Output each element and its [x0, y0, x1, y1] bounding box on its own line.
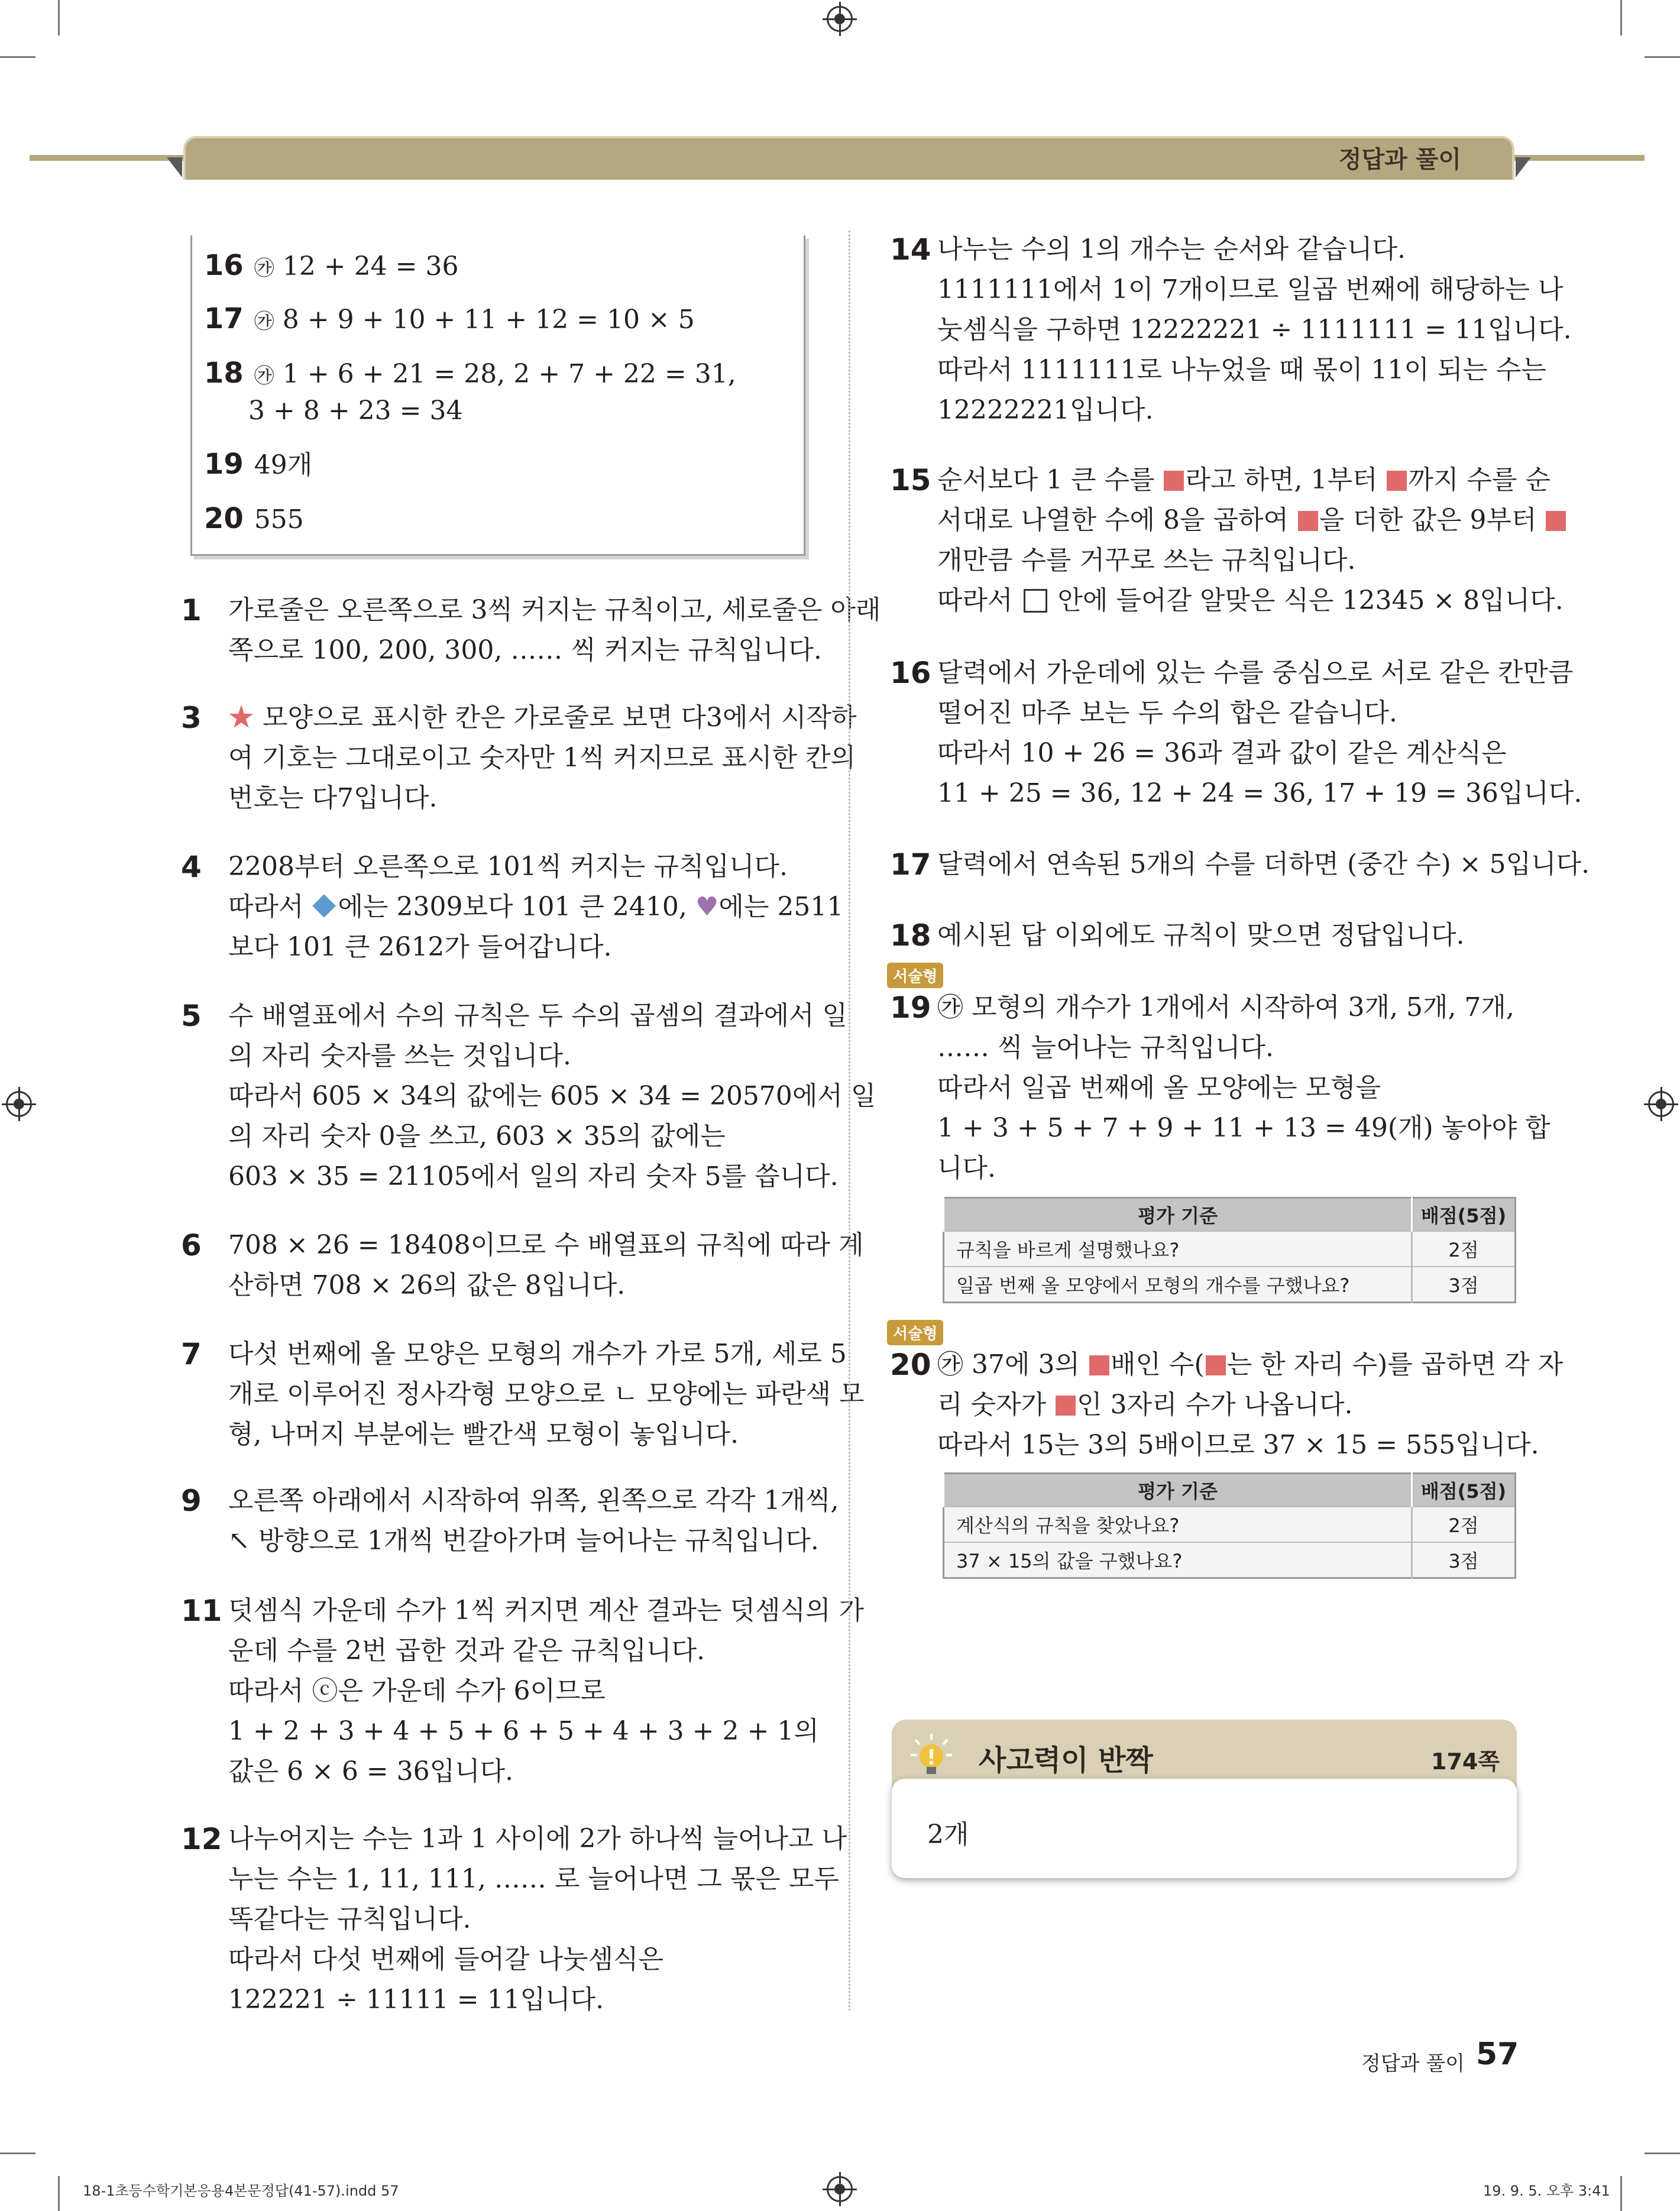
crop-mark [1620, 0, 1622, 35]
solution-item: 11 덧셈식 가운데 수가 1씩 커지면 계산 결과는 덧셈식의 가 운데 수를 2번 곱한 것과 같은 규칙입니다. 따라서 ⓒ은 가운데 수가 6이므로 1 + 2 + 3 + 4 + 5 + 6 + 5 + 4 + 3 + 2 + 1의 값은 6 × 6 = 36입니다. [181, 1594, 864, 1786]
star-icon: ★ [228, 703, 254, 733]
callout-answer: 2개 [927, 1820, 969, 1850]
registration-mark-icon [1648, 1091, 1674, 1117]
crop-mark [0, 56, 35, 58]
solution-item: 16 달력에서 가운데에 있는 수를 중심으로 서로 같은 칸만큼 떨어진 마주 보는 두 수의 합은 같습니다. 따라서 10 + 26 = 36과 결과 값이 같은 계산식은 11 + 25 = 36, 12 + 24 = 36, 17 + 19 = 36입니다. [890, 656, 1582, 808]
answer-row: 18 ㉮ 1 + 6 + 21 = 28, 2 + 7 + 22 = 31, [204, 357, 736, 390]
print-slug-date: 19. 9. 5. 오후 3:41 [1483, 2183, 1610, 2199]
crop-mark [1645, 56, 1680, 58]
crop-mark [1620, 2176, 1622, 2211]
red-square-icon [1164, 471, 1184, 491]
blank-box-icon [1024, 589, 1047, 613]
crop-mark [0, 2152, 35, 2154]
page-number: 57 [1476, 2037, 1519, 2072]
callout-body [892, 1779, 1517, 1878]
print-slug-file: 18-1초등수학기본응용4본문정답(41-57).indd 57 [83, 2183, 399, 2199]
red-square-icon [1546, 511, 1566, 531]
solution-item: 5 수 배열표에서 수의 규칙은 두 수의 곱셈의 결과에서 일 의 자리 숫자를 쓰는 것입니다. 따라서 605 × 34의 값에는 605 × 34 = 20570에서 일 의 자리 숫자 0을 쓰고, 603 × 35의 값에는 603 × 35 = 21105에서 일의 자리 숫자 5를 씁니다. [181, 999, 876, 1192]
answer-row: 19 49개 [204, 448, 313, 481]
solution-item: 14 나누는 수의 1의 개수는 순서와 같습니다. 1111111에서 1이 7개이므로 일곱 번째에 해당하는 나 눗셈식을 구하면 12222221 ÷ 1111111 = 11입니다. 따라서 1111111로 나누었을 때 몫이 11이 되는 수는 12222221입니다. [890, 232, 1572, 425]
answer-row: 16 ㉮ 12 + 24 = 36 [204, 249, 459, 282]
crop-mark [58, 2176, 60, 2211]
solution-item: 17 달력에서 연속된 5개의 수를 더하면 (중간 수) × 5입니다. [890, 847, 1590, 882]
essay-type-tag: 서술형 [887, 963, 943, 988]
header-corner [1516, 157, 1531, 177]
registration-mark-icon [827, 2176, 853, 2202]
essay-type-tag: 서술형 [887, 1320, 943, 1345]
solution-item: 7 다섯 번째에 올 모양은 모형의 개수가 가로 5개, 세로 5 개로 이루어진 정사각형 모양으로 ㄴ 모양에는 파란색 모 형, 나머지 부분에는 빨간색 모형이 놓입니다. [181, 1337, 865, 1449]
solution-item: 20 ㉮ 37에 3의 배인 수( 는 한 자리 수)를 곱하면 각 자 리 숫자가 인 3자리 수가 나옵니다. 따라서 15는 3의 5배이므로 37 × 15 = 555입니다. [890, 1348, 1564, 1460]
crop-mark [1645, 2152, 1680, 2154]
header-corner [167, 157, 182, 177]
solution-item: 4 2208부터 오른쪽으로 101씩 커지는 규칙입니다. 따라서 에는 2309보다 101 큰 2410, ♥에는 2511 보다 101 큰 2612가 들어갑니다. [181, 850, 844, 962]
answer-row: 20 555 [204, 502, 304, 535]
callout-title: 사고력이 반짝 [979, 1744, 1153, 1777]
red-square-icon [1387, 471, 1407, 491]
solution-item: 18 예시된 답 이외에도 규칙이 맞으면 정답입니다. [890, 918, 1465, 953]
solution-item: 19 ㉮ 모형의 개수가 1개에서 시작하여 3개, 5개, 7개, …… 씩 늘어나는 규칙입니다. 따라서 일곱 번째에 올 모양에는 모형을 1 + 3 + 5 + 7 + 9 + 11 + 13 = 49(개) 놓아야 합 니다. [890, 990, 1550, 1183]
red-square-icon [1206, 1355, 1226, 1375]
crop-mark [58, 0, 60, 35]
scoring-table: 평가 기준 배점(5점) 규칙을 바르게 설명했나요? 2점 일곱 번째 올 모양에서 모형의 개수를 구했나요? 3점 [943, 1197, 1516, 1303]
answer-row: 17 ㉮ 8 + 9 + 10 + 11 + 12 = 10 × 5 [204, 302, 695, 335]
scoring-table: 평가 기준 배점(5점) 계산식의 규칙을 찾았나요? 2점 37 × 15의 값을 구했나요? 3점 [943, 1472, 1516, 1579]
solution-item: 3 ★ 모양으로 표시한 칸은 가로줄로 보면 다3에서 시작하 여 기호는 그대로이고 숫자만 1씩 커지므로 표시한 칸의 번호는 다7입니다. [181, 701, 857, 813]
solution-item: 1 가로줄은 오른쪽으로 3씩 커지는 규칙이고, 세로줄은 아래 쪽으로 100, 200, 300, …… 씩 커지는 규칙입니다. [181, 593, 881, 665]
column-divider [849, 231, 850, 2011]
solution-item: 15 순서보다 1 큰 수를 라고 하면, 1부터 까지 수를 순 서대로 나열한 수에 8을 곱하여 을 더한 값은 9부터 개만큼 수를 거꾸로 쓰는 규칙입니다. 따라서 안에 들어갈 알맞은 식은 12345 × 8입니다. [937, 460, 1567, 621]
section-title: 정답과 풀이 [1338, 146, 1461, 173]
registration-mark-icon [6, 1091, 32, 1117]
red-square-icon [1056, 1396, 1076, 1416]
red-square-icon [1298, 511, 1318, 531]
lightbulb-icon [911, 1733, 952, 1780]
footer-label: 정답과 풀이 [1361, 2052, 1465, 2076]
answer-row-continuation: 3 + 8 + 23 = 34 [248, 396, 463, 426]
solution-item: 6 708 × 26 = 18408이므로 수 배열표의 규칙에 따라 계 산하면 708 × 26의 값은 8입니다. [181, 1228, 864, 1300]
red-square-icon [1089, 1355, 1109, 1375]
header-band [183, 136, 1514, 180]
solution-item: 9 오른쪽 아래에서 시작하여 위쪽, 왼쪽으로 각각 1개씩, ↖ 방향으로 1개씩 번갈아가며 늘어나는 규칙입니다. [181, 1484, 839, 1556]
diamond-icon [312, 894, 336, 918]
solution-item: 12 나누어지는 수는 1과 1 사이에 2가 하나씩 늘어나고 나 누는 수는 1, 11, 111, …… 로 늘어나면 그 몫은 모두 똑같다는 규칙입니다. 따라서 다섯 번째에 들어갈 나눗셈식은 122221 ÷ 11111 = 11입니다. [181, 1822, 847, 2015]
heart-icon: ♥ [695, 892, 719, 922]
registration-mark-icon [827, 6, 853, 32]
callout-page-ref: 174쪽 [1431, 1749, 1500, 1775]
